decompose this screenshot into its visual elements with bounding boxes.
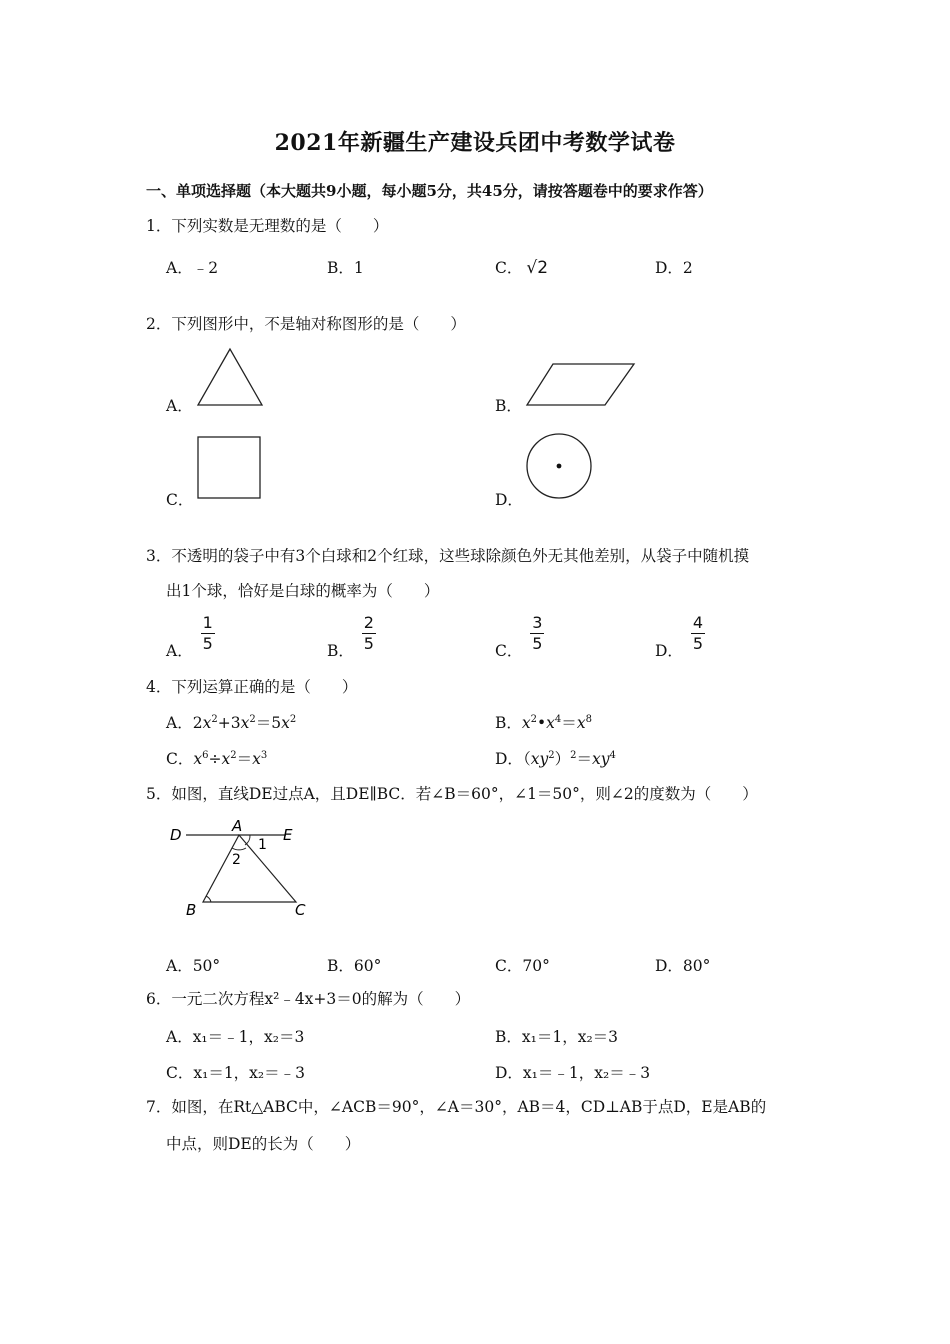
question-4-option-d: D．$(xy^2)^2=xy^4$ (495, 750, 616, 768)
label-E: E (283, 826, 293, 844)
question-3-option-c (495, 614, 544, 661)
option-label: C． (495, 641, 523, 660)
label-C: C (295, 901, 306, 919)
question-1-option-b: B．1 (327, 259, 364, 277)
question-3-stem-line1: 3．不透明的袋子中有3个白球和2个红球，这些球除颜色外无其他差别，从袋子中随机摸 (146, 547, 750, 565)
question-2-option-d: D． (495, 491, 523, 509)
question-6-option-d: D．x₁＝﹣1，x₂＝﹣3 (495, 1064, 651, 1082)
option-label: D． (495, 750, 523, 768)
sqrt-expression: √2 (526, 258, 549, 278)
fraction (362, 614, 376, 653)
denominator: 5 (532, 634, 543, 653)
question-3-option-d (655, 614, 705, 661)
question-1-stem: 1．下列实数是无理数的是（ ） (146, 217, 389, 235)
label-angle-2: 2 (232, 852, 241, 868)
question-2-option-c: C． (166, 491, 194, 509)
denominator: 5 (363, 634, 374, 653)
numerator: 2 (363, 613, 374, 632)
label-A: A (232, 817, 243, 835)
question-2-option-a: A． (166, 397, 193, 415)
question-5-stem: 5．如图，直线DE过点A，且DE∥BC．若∠B＝60°，∠1＝50°，则∠2的度数为（ ） (146, 785, 758, 803)
question-2-option-b: B． (495, 397, 522, 415)
numerator: 3 (532, 613, 543, 632)
triangle-parallel-line-figure (166, 818, 316, 920)
question-5-option-b: B．60° (327, 957, 382, 975)
label-angle-1: 1 (258, 837, 267, 853)
option-label: C． (495, 259, 523, 277)
fraction (530, 614, 544, 653)
question-6-stem: 6．一元二次方程x²﹣4x+3＝0的解为（ ） (146, 990, 471, 1008)
question-4-option-a: A．$2x^2+3x^2=5x^2$ (166, 714, 297, 732)
question-1-option-a: A．﹣2 (166, 259, 219, 277)
square-figure (196, 435, 262, 499)
label-B: B (186, 901, 197, 919)
numerator: 4 (692, 613, 704, 632)
question-7-stem-line1: 7．如图，在Rt△ABC中，∠ACB＝90°，∠A＝30°，AB＝4，CD⊥AB于点D，E是AB的 (146, 1098, 767, 1116)
question-5-option-d: D．80° (655, 957, 711, 975)
question-6-option-c: C．x₁＝1，x₂＝﹣3 (166, 1064, 305, 1082)
option-label: A． (166, 641, 193, 660)
question-6-option-a: A．x₁＝﹣1，x₂＝3 (166, 1028, 305, 1046)
numerator: 1 (202, 613, 213, 632)
question-4-option-b: B．$x^2•x^4=x^8$ (495, 714, 592, 732)
question-3-option-b (327, 614, 376, 661)
question-3-stem-line2: 出1个球，恰好是白球的概率为（ ） (166, 582, 440, 600)
option-label: B． (327, 641, 354, 660)
page-title: 2021年新疆生产建设兵团中考数学试卷 (274, 130, 676, 156)
section-heading: 一、单项选择题（本大题共9小题，每小题5分，共45分，请按答题卷中的要求作答） (146, 182, 713, 200)
triangle-figure (196, 347, 264, 407)
option-label: C． (166, 750, 194, 768)
fraction (691, 614, 705, 653)
question-5-option-c: C．70° (495, 957, 550, 975)
question-1-option-d: D．2 (655, 259, 693, 277)
question-1-option-c (495, 256, 548, 278)
denominator: 5 (202, 634, 213, 653)
question-4-option-c: C．$x^6\div x^2=x^3$ (166, 750, 268, 768)
parallelogram-figure (525, 362, 637, 408)
option-label: D． (655, 641, 683, 660)
fraction (201, 614, 215, 653)
circle-figure (525, 432, 595, 502)
question-2-stem: 2．下列图形中，不是轴对称图形的是（ ） (146, 315, 466, 333)
question-4-stem: 4．下列运算正确的是（ ） (146, 678, 358, 696)
denominator: 5 (692, 634, 704, 653)
option-label: B． (495, 714, 522, 732)
question-3-option-a (166, 614, 215, 661)
question-6-option-b: B．x₁＝1，x₂＝3 (495, 1028, 619, 1046)
question-7-stem-line2: 中点，则DE的长为（ ） (166, 1135, 361, 1153)
label-D: D (170, 826, 182, 844)
question-5-option-a: A．50° (166, 957, 221, 975)
option-label: A． (166, 714, 193, 732)
